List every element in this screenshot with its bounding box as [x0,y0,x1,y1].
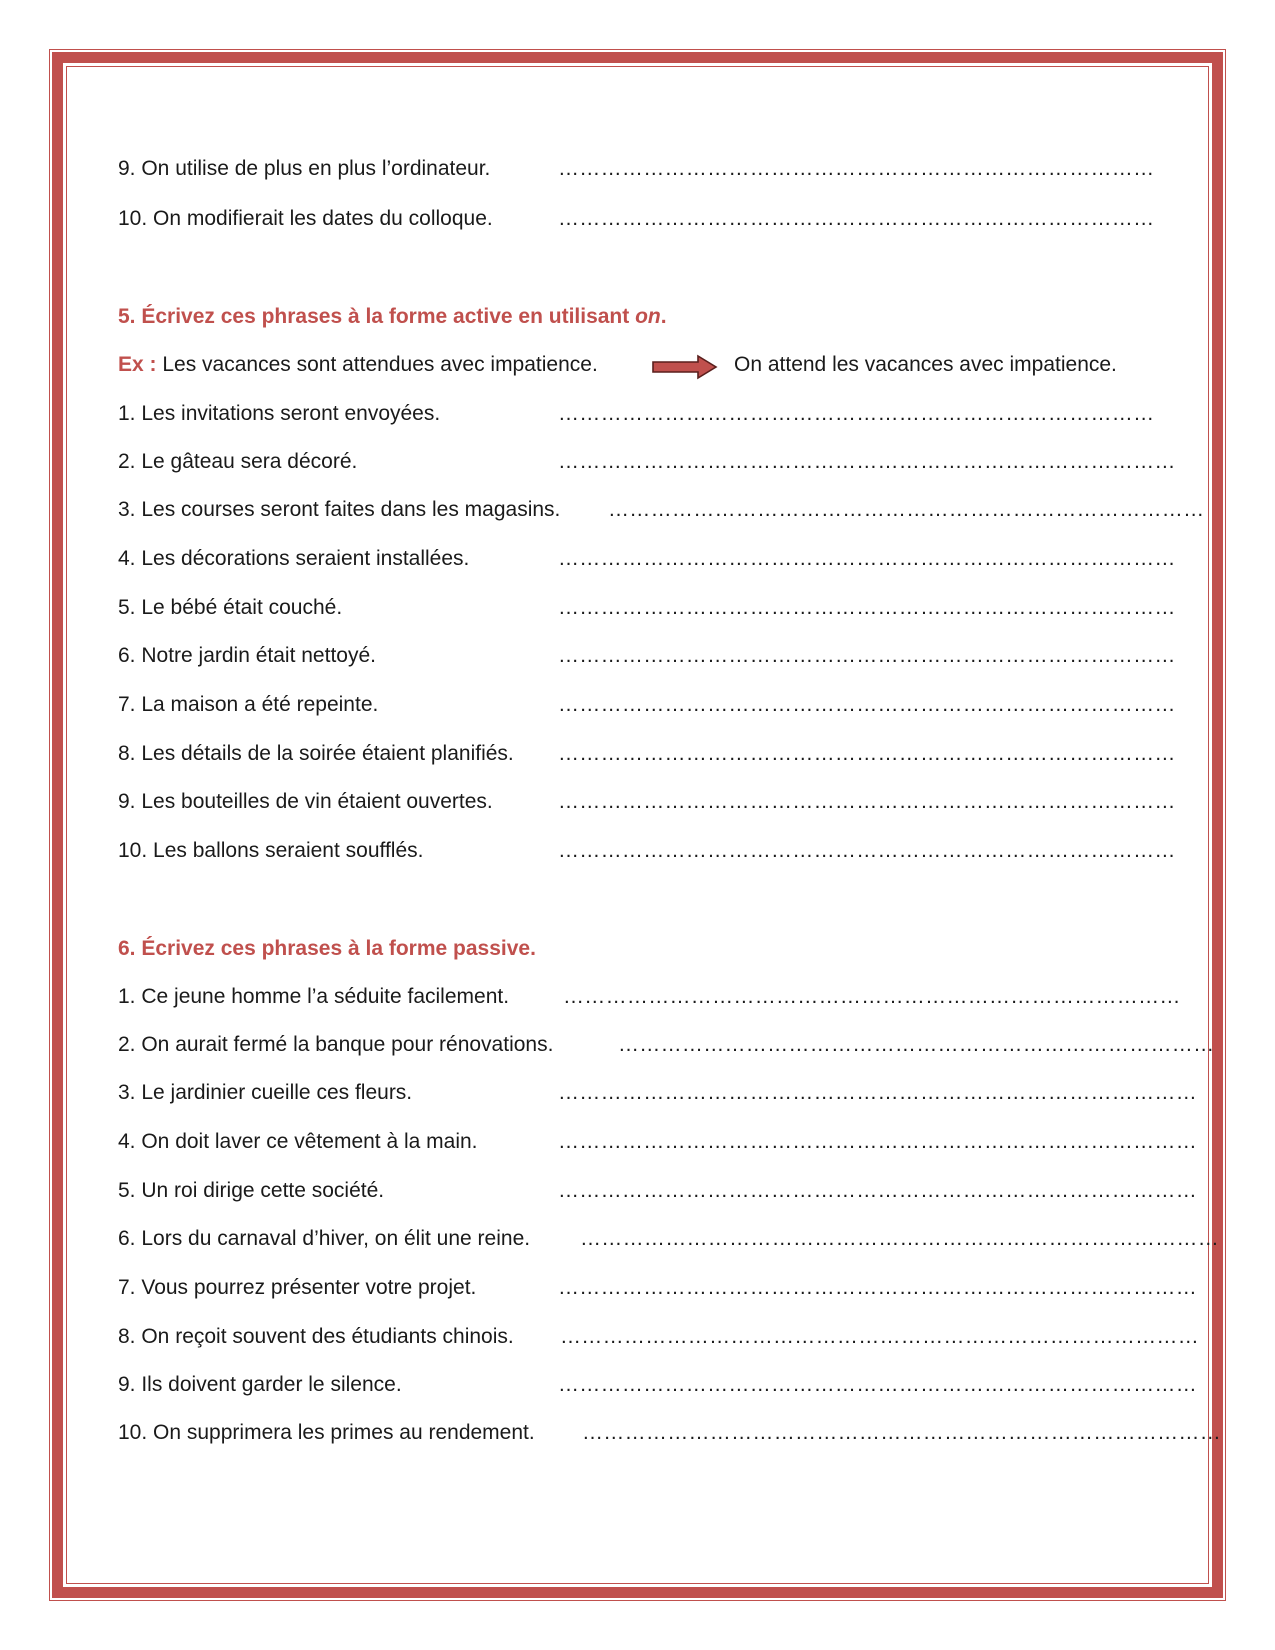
exercise-item [118,789,1176,815]
answer-line[interactable]: ……………………………………………………………………………… [558,1276,1197,1299]
exercise-item [118,1420,1221,1446]
exercise-item [118,1032,1215,1058]
exercise-item [118,1129,1197,1155]
exercise-item [118,401,1155,427]
section-5-heading [118,304,667,330]
exercise-item [118,692,1176,718]
heading-emphasis: on [635,305,661,328]
item-prompt: 7. La maison a été repeinte. [118,693,379,716]
answer-line[interactable]: …………………………………………………………………………… [558,450,1176,473]
answer-line[interactable]: …………………………………………………………………………… [558,790,1176,813]
answer-line[interactable]: …………………………………………………………………………… [558,839,1176,862]
answer-line[interactable]: ……………………………………………………………………………… [580,1227,1219,1250]
answer-line[interactable]: ……………………………………………………………………………… [558,1179,1197,1202]
item-prompt: 6. Notre jardin était nettoyé. [118,644,376,667]
item-prompt: 8. Les détails de la soirée étaient planifiés. [118,742,514,765]
answer-line[interactable]: …………………………………………………………………………… [558,693,1176,716]
item-prompt: 1. Les invitations seront envoyées. [118,402,441,425]
answer-line[interactable]: ……………………………………………………………………………… [558,1373,1197,1396]
item-prompt: 3. Les courses seront faites dans les magasins. [118,498,561,521]
answer-line[interactable]: …………………………………………………………………………… [558,596,1176,619]
item-prompt: 10. Les ballons seraient soufflés. [118,839,424,862]
exercise-item [118,643,1176,669]
item-prompt: 9. Les bouteilles de vin étaient ouvertes. [118,790,493,813]
example-line [118,352,1117,378]
answer-line[interactable]: ……………………………………………………………………………… [582,1421,1221,1444]
answer-line[interactable]: ………………………………………………………………………… [558,207,1155,230]
heading-text: 5. Écrivez ces phrases à la forme active en utilisant [118,305,636,328]
item-prompt: 5. Le bébé était couché. [118,596,343,619]
answer-line[interactable]: ……………………………………………………………………………… [558,1130,1197,1153]
item-prompt: 10. On supprimera les primes au rendement. [118,1421,535,1444]
answer-line[interactable]: ……………………………………………………………………………… [560,1325,1199,1348]
exercise-item [118,1226,1219,1252]
item-prompt: 2. On aurait fermé la banque pour rénovations. [118,1033,554,1056]
example-answer: On attend les vacances avec impatience. [734,353,1117,376]
exercise-item [118,206,1155,232]
answer-line[interactable]: ………………………………………………………………………… [618,1033,1215,1056]
example-label: Ex : [118,353,157,376]
exercise-item [118,595,1176,621]
page-border-inner [66,66,1221,1584]
arrow-right-icon [652,355,718,379]
item-prompt: 9. On utilise de plus en plus l’ordinateur. [118,157,491,180]
exercise-item [118,984,1181,1010]
answer-line[interactable]: ………………………………………………………………………… [558,157,1155,180]
exercise-item [118,449,1176,475]
exercise-item [118,1178,1197,1204]
exercise-item [118,1080,1197,1106]
answer-line[interactable]: …………………………………………………………………………… [558,547,1176,570]
section-6-heading: 6. Écrivez ces phrases à la forme passive. [118,937,536,960]
item-prompt: 1. Ce jeune homme l’a séduite facilement. [118,985,510,1008]
item-prompt: 7. Vous pourrez présenter votre projet. [118,1276,477,1299]
exercise-item [118,156,1155,182]
exercise-item [118,546,1176,572]
item-prompt: 4. On doit laver ce vêtement à la main. [118,1130,478,1153]
item-prompt: 5. Un roi dirige cette société. [118,1179,385,1202]
item-prompt: 8. On reçoit souvent des étudiants chinois. [118,1325,514,1348]
exercise-item [118,497,1205,523]
answer-line[interactable]: ………………………………………………………………………… [608,498,1205,521]
answer-line[interactable]: …………………………………………………………………………… [563,985,1181,1008]
answer-line[interactable]: ……………………………………………………………………………… [558,1081,1197,1104]
exercise-item [118,741,1176,767]
answer-line[interactable]: ………………………………………………………………………… [558,402,1155,425]
item-prompt: 6. Lors du carnaval d’hiver, on élit une reine. [118,1227,531,1250]
exercise-item [118,1372,1197,1398]
answer-line[interactable]: …………………………………………………………………………… [558,742,1176,765]
exercise-item [118,1324,1199,1350]
heading-end: . [660,305,667,328]
example-sentence: Les vacances sont attendues avec impatience. [162,353,598,376]
exercise-item [118,838,1176,864]
exercise-item [118,1275,1197,1301]
item-prompt: 4. Les décorations seraient installées. [118,547,470,570]
item-prompt: 3. Le jardinier cueille ces fleurs. [118,1081,413,1104]
answer-line[interactable]: …………………………………………………………………………… [558,644,1176,667]
item-prompt: 10. On modifierait les dates du colloque. [118,207,493,230]
item-prompt: 9. Ils doivent garder le silence. [118,1373,402,1396]
item-prompt: 2. Le gâteau sera décoré. [118,450,358,473]
